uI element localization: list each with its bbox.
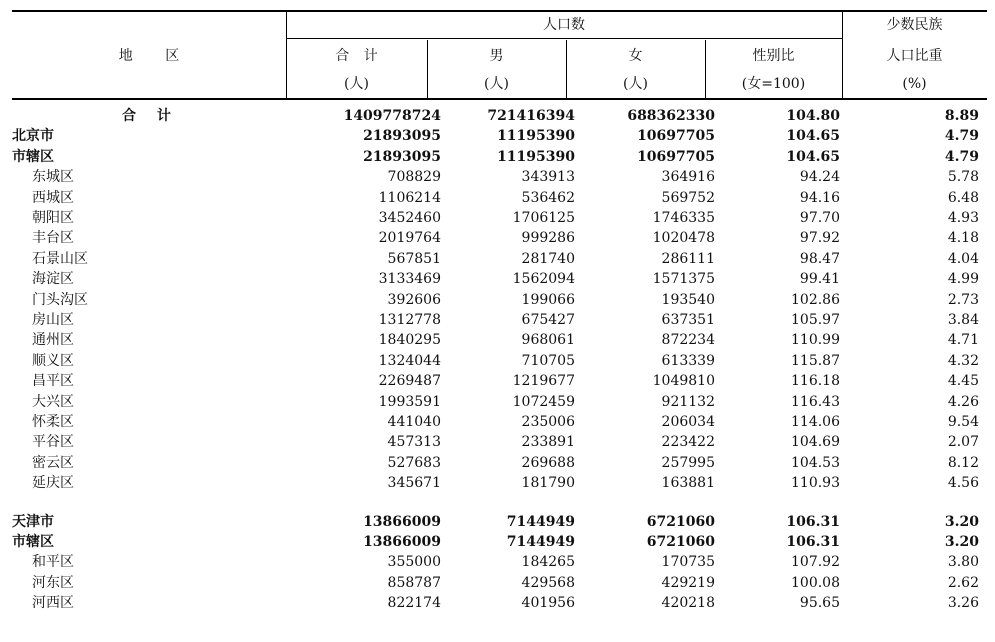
cell-female: 286111	[661, 250, 715, 267]
cell-minority-ratio: 3.20	[944, 513, 979, 530]
cell-female: 637351	[661, 312, 715, 328]
table-row	[12, 593, 987, 613]
cell-total: 567851	[387, 250, 441, 267]
region-name: 怀柔区	[32, 414, 74, 430]
cell-minority-ratio: 3.26	[947, 595, 979, 612]
cell-total: 21893095	[363, 128, 441, 145]
cell-female: 613339	[661, 352, 715, 369]
cell-male: 11195390	[497, 128, 575, 145]
cell-total: 345671	[387, 475, 441, 492]
cell-total: 3133469	[378, 271, 441, 288]
cell-total: 527683	[387, 454, 441, 471]
cell-female: 1746335	[652, 210, 715, 226]
cell-female: 170735	[661, 554, 715, 571]
cell-minority-ratio: 3.20	[944, 534, 979, 550]
cell-male: 721416394	[487, 108, 575, 124]
region-name: 延庆区	[32, 475, 74, 492]
cell-male: 429568	[521, 574, 575, 591]
cell-sex-ratio: 104.69	[791, 434, 840, 451]
cell-total: 392606	[387, 291, 441, 308]
cell-minority-ratio: 3.84	[947, 312, 979, 328]
cell-minority-ratio: 5.78	[947, 169, 979, 186]
cell-sex-ratio: 104.65	[786, 128, 840, 145]
cell-total: 3452460	[378, 210, 441, 226]
table-row	[12, 392, 987, 412]
cell-total: 355000	[387, 554, 441, 571]
table-row	[12, 126, 987, 146]
region-name: 河东区	[32, 574, 74, 591]
cell-sex-ratio: 114.06	[791, 414, 840, 430]
cell-female: 364916	[661, 169, 715, 186]
table-row	[12, 330, 987, 350]
header-col-sex-ratio-unit: (女=100)	[741, 76, 806, 92]
header-minority-line2: 人口比重	[886, 48, 943, 64]
cell-sex-ratio: 100.08	[791, 574, 840, 591]
cell-total: 858787	[387, 574, 441, 591]
cell-total: 1409778724	[343, 108, 441, 124]
region-name: 西城区	[32, 189, 74, 206]
region-name: 通州区	[32, 332, 74, 349]
table-row	[12, 228, 987, 248]
header-minority-unit: (%)	[902, 76, 927, 92]
cell-sex-ratio: 110.99	[791, 332, 840, 349]
cell-sex-ratio: 102.86	[791, 291, 840, 308]
region-name: 海淀区	[32, 271, 74, 288]
cell-total: 13866009	[363, 513, 441, 530]
table-row	[12, 573, 987, 593]
cell-male: 199066	[521, 291, 575, 308]
region-name: 北京市	[12, 128, 54, 145]
cell-sex-ratio: 106.31	[786, 534, 840, 550]
top-rule	[12, 10, 987, 12]
cell-male: 235006	[521, 414, 575, 430]
cell-female: 688362330	[627, 108, 715, 124]
cell-sex-ratio: 105.97	[791, 312, 840, 328]
cell-total: 2269487	[378, 373, 441, 390]
cell-male: 536462	[521, 189, 575, 206]
region-name: 密云区	[32, 454, 74, 471]
cell-female: 1020478	[652, 230, 715, 247]
header-col-sex-ratio: 性别比	[752, 48, 795, 64]
header-col-male: 男	[489, 48, 504, 64]
cell-male: 1562094	[512, 271, 575, 288]
cell-sex-ratio: 110.93	[791, 475, 840, 492]
cell-sex-ratio: 104.80	[786, 108, 840, 124]
region-name: 昌平区	[32, 373, 74, 390]
cell-male: 281740	[521, 250, 575, 267]
header-region: 地 区	[118, 48, 180, 64]
header-bottom-rule	[12, 98, 987, 100]
population-group-rule	[286, 38, 842, 39]
cell-minority-ratio: 9.54	[947, 414, 979, 430]
cell-female: 1049810	[652, 373, 715, 390]
table-row	[12, 188, 987, 208]
cell-total: 441040	[387, 414, 441, 430]
cell-male: 343913	[521, 169, 575, 186]
header-col-female-unit: (人)	[623, 76, 648, 92]
table-row	[12, 453, 987, 473]
cell-male: 999286	[521, 230, 575, 247]
cell-female: 921132	[661, 393, 715, 410]
cell-female: 429219	[661, 574, 715, 591]
cell-sex-ratio: 99.41	[799, 271, 840, 288]
region-name: 石景山区	[32, 250, 88, 267]
cell-minority-ratio: 4.79	[944, 128, 979, 145]
cell-male: 1072459	[512, 393, 575, 410]
cell-female: 206034	[661, 414, 715, 430]
cell-total: 1312778	[378, 312, 441, 328]
cell-male: 7144949	[506, 513, 575, 530]
region-name: 丰台区	[32, 230, 74, 247]
cell-minority-ratio: 2.73	[947, 291, 979, 308]
region-name: 房山区	[32, 312, 74, 328]
cell-sex-ratio: 104.53	[791, 454, 840, 471]
cell-female: 163881	[661, 475, 715, 492]
table-row	[12, 512, 987, 532]
cell-total: 1324044	[378, 352, 441, 369]
cell-minority-ratio: 2.07	[947, 434, 979, 451]
cell-total: 822174	[387, 595, 441, 612]
header-col-total-unit: (人)	[344, 76, 369, 92]
table-row	[12, 290, 987, 310]
region-name: 平谷区	[32, 434, 74, 451]
cell-male: 7144949	[506, 534, 575, 550]
cell-minority-ratio: 4.18	[947, 230, 979, 247]
table-row	[12, 147, 987, 167]
cell-sex-ratio: 115.87	[791, 352, 840, 369]
cell-sex-ratio: 97.92	[799, 230, 840, 247]
cell-female: 1571375	[652, 271, 715, 288]
cell-male: 11195390	[497, 148, 575, 165]
cell-male: 401956	[521, 595, 575, 612]
header-col-total: 合 计	[335, 48, 378, 64]
cell-male: 710705	[521, 352, 575, 369]
header-population-group: 人口数	[543, 17, 585, 33]
region-name: 合 计	[122, 108, 171, 124]
cell-minority-ratio: 2.62	[947, 574, 979, 591]
region-name: 河西区	[32, 595, 74, 612]
cell-minority-ratio: 4.99	[947, 271, 979, 288]
table-row	[12, 269, 987, 289]
cell-minority-ratio: 6.48	[947, 189, 979, 206]
cell-female: 257995	[661, 454, 715, 471]
table-row	[12, 167, 987, 187]
table-row	[12, 432, 987, 452]
cell-minority-ratio: 3.80	[947, 554, 979, 571]
cell-sex-ratio: 94.24	[799, 169, 840, 186]
cell-female: 223422	[661, 434, 715, 451]
cell-minority-ratio: 8.12	[947, 454, 979, 471]
cell-male: 269688	[521, 454, 575, 471]
cell-minority-ratio: 8.89	[944, 108, 979, 124]
cell-minority-ratio: 4.26	[947, 393, 979, 410]
cell-total: 21893095	[363, 148, 441, 165]
region-name: 市辖区	[12, 148, 54, 165]
cell-sex-ratio: 95.65	[799, 595, 840, 612]
cell-female: 10697705	[637, 128, 715, 145]
cell-female: 420218	[661, 595, 715, 612]
cell-male: 1706125	[512, 210, 575, 226]
cell-minority-ratio: 4.04	[947, 250, 979, 267]
cell-minority-ratio: 4.79	[944, 148, 979, 165]
cell-sex-ratio: 116.18	[791, 373, 840, 390]
cell-total: 457313	[387, 434, 441, 451]
cell-female: 6721060	[646, 534, 715, 550]
cell-total: 2019764	[378, 230, 441, 247]
cell-sex-ratio: 107.92	[791, 554, 840, 571]
cell-female: 6721060	[646, 513, 715, 530]
table-row	[12, 351, 987, 371]
cell-total: 1840295	[378, 332, 441, 349]
cell-female: 872234	[661, 332, 715, 349]
table-row	[12, 106, 987, 126]
cell-total: 1993591	[378, 393, 441, 410]
cell-total: 708829	[387, 169, 441, 186]
cell-sex-ratio: 106.31	[786, 513, 840, 530]
region-name: 和平区	[32, 554, 74, 571]
cell-minority-ratio: 4.32	[947, 352, 979, 369]
region-name: 市辖区	[12, 534, 54, 550]
header-col-female: 女	[628, 48, 643, 64]
cell-minority-ratio: 4.93	[947, 210, 979, 226]
region-name: 东城区	[32, 169, 74, 186]
table-row	[12, 532, 987, 552]
cell-sex-ratio: 98.47	[799, 250, 840, 267]
table-row	[12, 473, 987, 493]
cell-male: 181790	[521, 475, 575, 492]
region-name: 顺义区	[32, 352, 74, 369]
header-minority-line1: 少数民族	[886, 17, 943, 33]
table-row	[12, 412, 987, 432]
cell-female: 569752	[661, 189, 715, 206]
cell-male: 184265	[521, 554, 575, 571]
cell-sex-ratio: 94.16	[799, 189, 840, 206]
cell-minority-ratio: 4.45	[947, 373, 979, 390]
cell-total: 1106214	[378, 189, 441, 206]
cell-sex-ratio: 97.70	[799, 210, 840, 226]
cell-female: 193540	[661, 291, 715, 308]
cell-male: 968061	[521, 332, 575, 349]
cell-minority-ratio: 4.56	[947, 475, 979, 492]
header-col-male-unit: (人)	[484, 76, 509, 92]
region-name: 大兴区	[32, 393, 74, 410]
table-row	[12, 371, 987, 391]
region-name: 天津市	[12, 513, 54, 530]
cell-male: 233891	[521, 434, 575, 451]
region-name: 朝阳区	[32, 210, 74, 226]
cell-sex-ratio: 116.43	[791, 393, 840, 410]
table-row	[12, 208, 987, 228]
table-row	[12, 310, 987, 330]
cell-male: 1219677	[512, 373, 575, 390]
table-row	[12, 249, 987, 269]
cell-female: 10697705	[637, 148, 715, 165]
table-row	[12, 552, 987, 572]
region-name: 门头沟区	[32, 291, 88, 308]
cell-total: 13866009	[363, 534, 441, 550]
cell-sex-ratio: 104.65	[786, 148, 840, 165]
cell-male: 675427	[521, 312, 575, 328]
cell-minority-ratio: 4.71	[947, 332, 979, 349]
